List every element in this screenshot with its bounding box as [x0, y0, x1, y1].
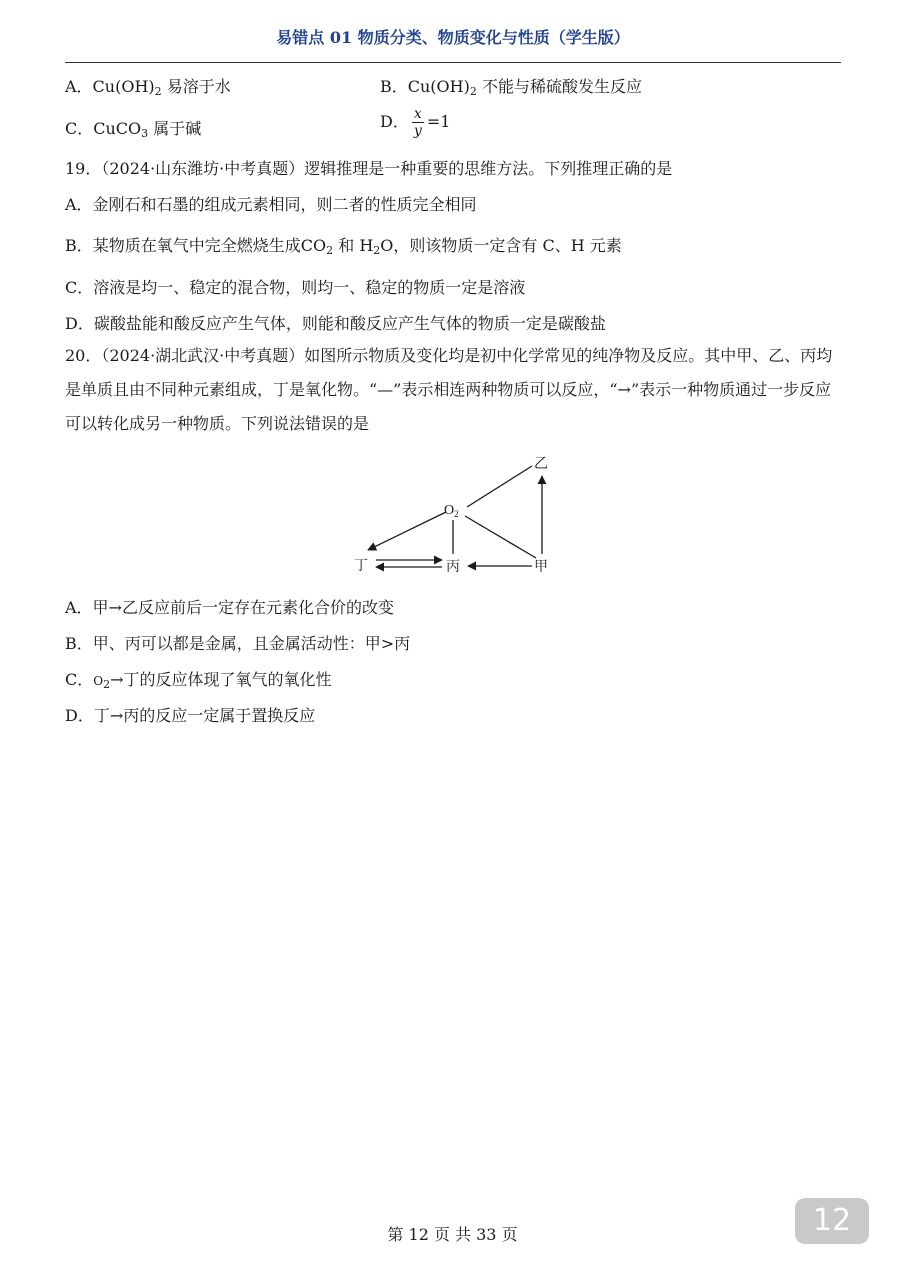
- q18-option-d[interactable]: [380, 106, 450, 139]
- fraction-denominator: y: [413, 123, 422, 139]
- edge-o2-jia: [465, 516, 536, 558]
- node-jia: 甲: [534, 559, 548, 575]
- q19-option-b-co-sub: 2: [326, 244, 334, 257]
- q19-option-b-h: H: [359, 236, 374, 255]
- page-footer: 第 12 页 共 33 页: [387, 1225, 518, 1244]
- edge-o2-yi: [467, 466, 532, 507]
- q20-option-c-o: O: [93, 674, 104, 688]
- q19-option-b-and: 和: [333, 236, 360, 255]
- q20-option-c-suffix: →丁的反应体现了氧气的氧化性: [110, 670, 332, 689]
- q18-option-b-sub: 2: [469, 85, 477, 98]
- reaction-diagram: [350, 450, 570, 580]
- node-bing: 丙: [446, 559, 460, 575]
- q18-option-d-prefix: D．: [380, 112, 409, 131]
- q18-option-c[interactable]: [65, 116, 201, 140]
- q19-option-a[interactable]: A．金刚石和石墨的组成元素相同，则二者的性质完全相同: [65, 195, 477, 214]
- q20-option-a[interactable]: A．甲→乙反应前后一定存在元素化合价的改变: [65, 598, 394, 617]
- q18-option-a-sub: 2: [154, 85, 162, 98]
- q20-stem: 20．（2024·湖北武汉·中考真题）如图所示物质及变化均是初中化学常见的纯净物及反应。其中甲、乙、丙均是单质且由不同种元素组成，丁是氧化物。“—”表示相连两种物质可以反应，“→”表示一种物质通过一步反应可以转化成另一种物质。下列说法错误的是: [65, 346, 833, 433]
- q19-option-b-co: CO: [300, 236, 327, 255]
- node-ding: 丁: [354, 558, 368, 574]
- q18-option-b-prefix: B．Cu(OH): [380, 77, 470, 96]
- q18-option-a-suffix: 易溶于水: [161, 77, 231, 96]
- q20-option-d[interactable]: D．丁→丙的反应一定属于置换反应: [65, 706, 316, 725]
- q18-option-b-suffix: 不能与稀硫酸发生反应: [476, 77, 642, 96]
- page-number-badge: 12: [795, 1198, 869, 1244]
- q19-option-b-prefix: B．某物质在氧气中完全燃烧生成: [65, 236, 301, 255]
- q20-option-b[interactable]: B．甲、丙可以都是金属，且金属活动性：甲>丙: [65, 634, 411, 653]
- q18-option-c-prefix: C．CuCO: [65, 119, 142, 138]
- q19-option-b-suffix: ，则该物质一定含有 C、H 元素: [393, 236, 622, 255]
- q18-option-d-suffix: =1: [426, 112, 451, 131]
- arrow-o2-ding: [368, 512, 446, 550]
- q19-option-c[interactable]: C．溶液是均一、稳定的混合物，则均一、稳定的物质一定是溶液: [65, 278, 526, 297]
- q20-option-c-o-sub: 2: [103, 678, 111, 691]
- node-yi: 乙: [534, 456, 548, 472]
- q18-option-a[interactable]: [65, 74, 231, 98]
- q19-option-b-h-sub: 2: [373, 244, 381, 257]
- fraction-numerator: x: [413, 106, 422, 122]
- q18-option-c-sub: 3: [141, 127, 149, 140]
- q19-option-b[interactable]: [65, 233, 622, 257]
- q20-option-c[interactable]: [65, 667, 332, 691]
- q19-stem: 19．（2024·山东潍坊·中考真题）逻辑推理是一种重要的思维方法。下列推理正确的是: [65, 159, 673, 178]
- node-o2: $O_2$: [444, 503, 459, 519]
- q19-option-b-o: O: [380, 236, 394, 255]
- q18-option-c-suffix: 属于碱: [148, 119, 202, 138]
- q20-option-c-prefix: C．: [65, 670, 94, 689]
- q18-option-b[interactable]: [380, 74, 642, 98]
- q18-option-a-prefix: A．Cu(OH): [65, 77, 155, 96]
- q18-option-d-fraction: [412, 106, 424, 139]
- page-header: 易错点 01 物质分类、物质变化与性质（学生版）: [65, 22, 841, 63]
- q19-option-d[interactable]: D．碳酸盐能和酸反应产生气体，则能和酸反应产生气体的物质一定是碳酸盐: [65, 314, 606, 333]
